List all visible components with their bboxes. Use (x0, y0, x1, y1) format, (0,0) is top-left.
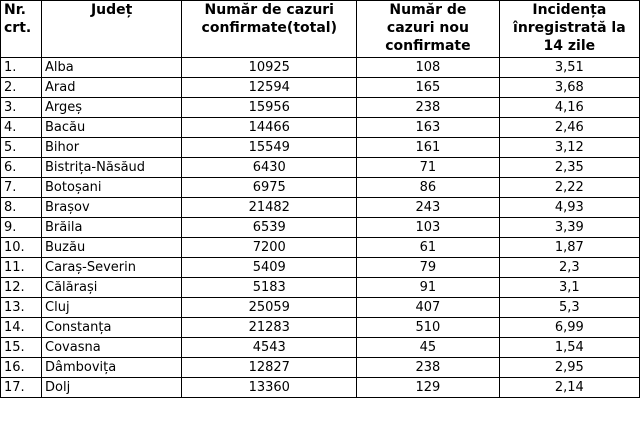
table-row (1, 58, 640, 78)
incidence-cell: 5,3 (499, 298, 639, 318)
table-header (1, 1, 640, 58)
table-row (1, 258, 640, 278)
incidence-cell: 3,51 (499, 58, 639, 78)
total-cases-cell: 6430 (182, 158, 357, 178)
header-new-line2: cazuri nou (386, 20, 469, 36)
incidence-cell: 3,12 (499, 138, 639, 158)
row-number-cell: 7. (1, 178, 42, 198)
county-name-cell: Călărași (42, 278, 182, 298)
new-cases-cell: 86 (357, 178, 499, 198)
county-name-cell: Bihor (42, 138, 182, 158)
county-name-cell: Caraș-Severin (42, 258, 182, 278)
incidence-cell: 1,87 (499, 238, 639, 258)
total-cases-cell: 5183 (182, 278, 357, 298)
incidence-cell: 2,14 (499, 378, 639, 398)
total-cases-cell: 21482 (182, 198, 357, 218)
row-number-cell: 5. (1, 138, 42, 158)
incidence-cell: 6,99 (499, 318, 639, 338)
new-cases-cell: 129 (357, 378, 499, 398)
county-name-cell: Covasna (42, 338, 182, 358)
row-number-cell: 11. (1, 258, 42, 278)
table-body (1, 58, 640, 398)
county-name-cell: Buzău (42, 238, 182, 258)
row-number-cell: 8. (1, 198, 42, 218)
header-total-cases (182, 1, 357, 58)
header-nr-line2: crt. (4, 20, 32, 36)
row-number-cell: 9. (1, 218, 42, 238)
total-cases-cell: 12827 (182, 358, 357, 378)
total-cases-cell: 15549 (182, 138, 357, 158)
table-row (1, 198, 640, 218)
total-cases-cell: 6975 (182, 178, 357, 198)
table-row (1, 118, 640, 138)
row-number-cell: 6. (1, 158, 42, 178)
county-name-cell: Brașov (42, 198, 182, 218)
incidence-cell: 3,39 (499, 218, 639, 238)
total-cases-cell: 6539 (182, 218, 357, 238)
total-cases-cell: 21283 (182, 318, 357, 338)
new-cases-cell: 238 (357, 358, 499, 378)
county-name-cell: Botoșani (42, 178, 182, 198)
county-name-cell: Dolj (42, 378, 182, 398)
new-cases-cell: 79 (357, 258, 499, 278)
new-cases-cell: 165 (357, 78, 499, 98)
row-number-cell: 3. (1, 98, 42, 118)
incidence-cell: 2,35 (499, 158, 639, 178)
row-number-cell: 14. (1, 318, 42, 338)
new-cases-cell: 103 (357, 218, 499, 238)
header-new-cases (357, 1, 499, 58)
county-name-cell: Dâmbovița (42, 358, 182, 378)
table-row (1, 238, 640, 258)
row-number-cell: 16. (1, 358, 42, 378)
table-row (1, 178, 640, 198)
incidence-cell: 3,68 (499, 78, 639, 98)
county-name-cell: Argeș (42, 98, 182, 118)
row-number-cell: 1. (1, 58, 42, 78)
table-row (1, 158, 640, 178)
header-row (1, 1, 640, 58)
header-inc-line2: înregistrată la (513, 20, 626, 36)
incidence-cell: 2,22 (499, 178, 639, 198)
county-name-cell: Alba (42, 58, 182, 78)
header-new-line3: confirmate (385, 38, 471, 54)
new-cases-cell: 163 (357, 118, 499, 138)
row-number-cell: 15. (1, 338, 42, 358)
new-cases-cell: 238 (357, 98, 499, 118)
table-row (1, 138, 640, 158)
county-name-cell: Arad (42, 78, 182, 98)
total-cases-cell: 4543 (182, 338, 357, 358)
header-judet (42, 1, 182, 58)
header-incidence (499, 1, 639, 58)
new-cases-cell: 510 (357, 318, 499, 338)
row-number-cell: 10. (1, 238, 42, 258)
incidence-cell: 2,46 (499, 118, 639, 138)
row-number-cell: 4. (1, 118, 42, 138)
new-cases-cell: 61 (357, 238, 499, 258)
header-total-line1: Număr de cazuri (204, 2, 334, 18)
header-inc-line1: Incidența (532, 2, 607, 18)
total-cases-cell: 10925 (182, 58, 357, 78)
table-row (1, 318, 640, 338)
total-cases-cell: 13360 (182, 378, 357, 398)
new-cases-cell: 45 (357, 338, 499, 358)
county-name-cell: Bacău (42, 118, 182, 138)
header-nr-crt (1, 1, 42, 58)
table-row (1, 78, 640, 98)
new-cases-cell: 71 (357, 158, 499, 178)
new-cases-cell: 243 (357, 198, 499, 218)
incidence-cell: 2,3 (499, 258, 639, 278)
new-cases-cell: 161 (357, 138, 499, 158)
new-cases-cell: 91 (357, 278, 499, 298)
total-cases-cell: 5409 (182, 258, 357, 278)
total-cases-cell: 25059 (182, 298, 357, 318)
total-cases-cell: 15956 (182, 98, 357, 118)
new-cases-cell: 407 (357, 298, 499, 318)
incidence-cell: 1,54 (499, 338, 639, 358)
total-cases-cell: 12594 (182, 78, 357, 98)
table-row (1, 278, 640, 298)
table-row (1, 358, 640, 378)
total-cases-cell: 14466 (182, 118, 357, 138)
header-judet-label: Județ (90, 2, 133, 18)
header-new-line1: Număr de (389, 2, 467, 18)
table-row (1, 298, 640, 318)
header-nr-line1: Nr. (4, 2, 26, 18)
table-row (1, 338, 640, 358)
table-row (1, 218, 640, 238)
county-name-cell: Bistrița-Năsăud (42, 158, 182, 178)
table-row (1, 98, 640, 118)
county-name-cell: Constanța (42, 318, 182, 338)
incidence-cell: 4,16 (499, 98, 639, 118)
county-name-cell: Brăila (42, 218, 182, 238)
table-row (1, 378, 640, 398)
incidence-cell: 4,93 (499, 198, 639, 218)
row-number-cell: 12. (1, 278, 42, 298)
county-name-cell: Cluj (42, 298, 182, 318)
new-cases-cell: 108 (357, 58, 499, 78)
row-number-cell: 17. (1, 378, 42, 398)
total-cases-cell: 7200 (182, 238, 357, 258)
row-number-cell: 13. (1, 298, 42, 318)
row-number-cell: 2. (1, 78, 42, 98)
incidence-cell: 3,1 (499, 278, 639, 298)
header-total-line2: confirmate(total) (201, 20, 337, 36)
header-inc-line3: 14 zile (543, 38, 596, 54)
incidence-cell: 2,95 (499, 358, 639, 378)
